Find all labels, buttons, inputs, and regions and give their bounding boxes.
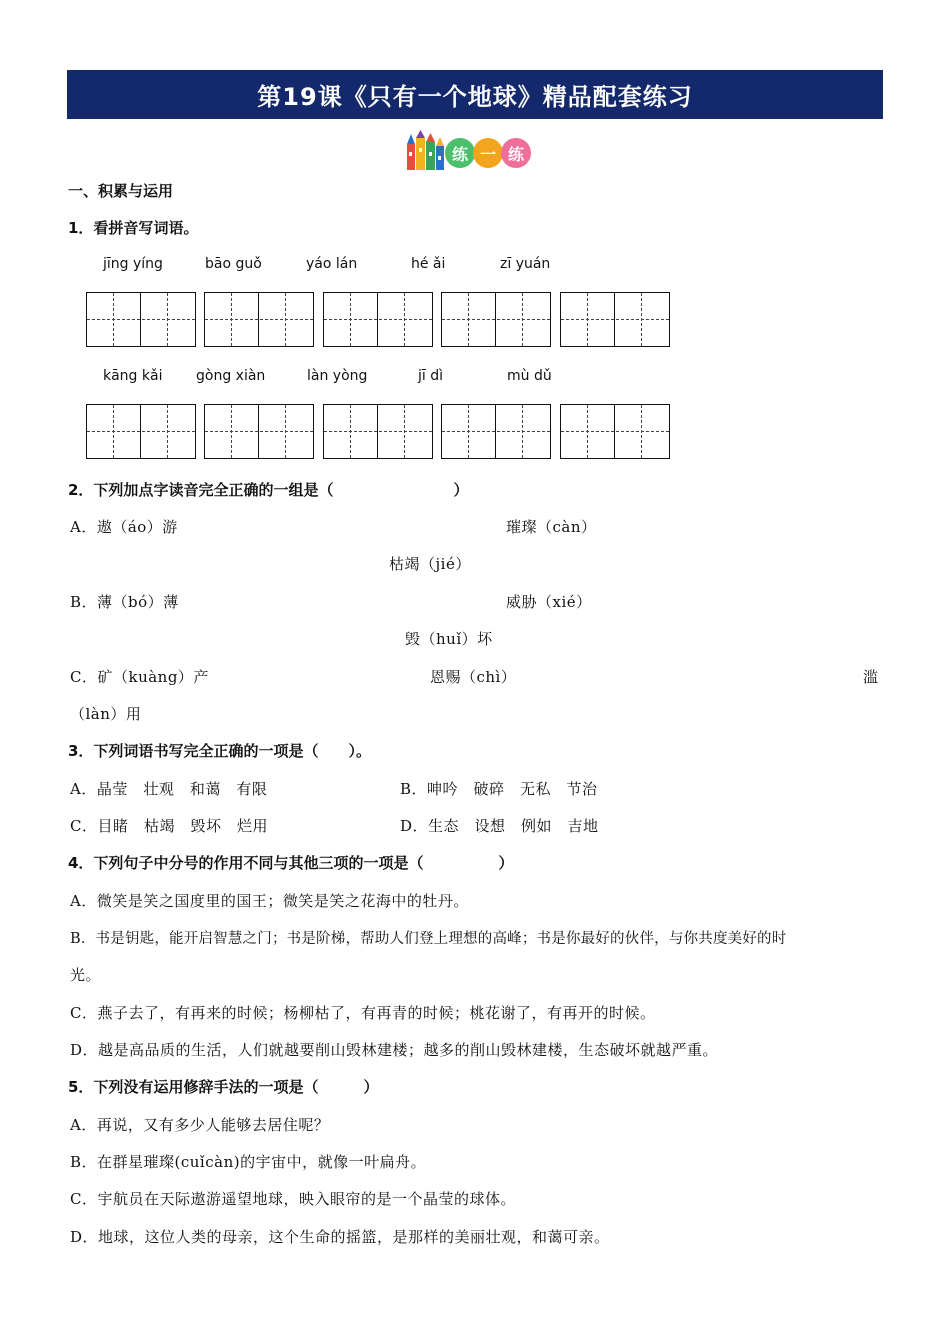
badge-char-2: 一 — [473, 138, 503, 168]
option-d: D．生态 设想 例如 吉地 — [400, 817, 599, 835]
option-c: C．宇航员在天际遨游遥望地球，映入眼帘的是一个晶莹的球体。 — [70, 1190, 516, 1208]
option-a: A．微笑是笑之国度里的国王；微笑是笑之花海中的牡丹。 — [70, 892, 469, 910]
option-a-part: 璀璨（càn） — [506, 518, 597, 536]
pinyin-label: zī yuán — [500, 256, 551, 272]
option-b-cont: 光。 — [70, 966, 102, 984]
pinyin-label: hé ǎi — [411, 256, 446, 272]
question-5-prompt: 5．下列没有运用修辞手法的一项是（ ） — [68, 1078, 379, 1096]
writing-box[interactable] — [86, 292, 196, 347]
writing-box[interactable] — [323, 292, 433, 347]
option-a: A．再说，又有多少人能够去居住呢？ — [70, 1116, 330, 1134]
option-d: D．地球，这位人类的母亲，这个生命的摇篮，是那样的美丽壮观，和蔼可亲。 — [70, 1228, 610, 1246]
section-heading: 一、积累与运用 — [68, 182, 174, 200]
pinyin-label: jī dì — [418, 368, 444, 384]
writing-box[interactable] — [86, 404, 196, 459]
option-c: C．目睹 枯竭 毁坏 烂用 — [70, 817, 268, 835]
question-2-prompt: 2．下列加点字读音完全正确的一组是（ ） — [68, 481, 469, 499]
practice-badge — [405, 128, 535, 172]
pinyin-label: bāo guǒ — [205, 256, 262, 272]
pinyin-label: gòng xiàn — [196, 368, 266, 384]
pinyin-label: mù dǔ — [507, 368, 552, 384]
pinyin-label: kāng kǎi — [103, 368, 163, 384]
option-c: C．矿（kuàng）产 — [70, 668, 209, 686]
option-b: B．呻吟 破碎 无私 节治 — [400, 780, 598, 798]
option-b: B．书是钥匙，能开启智慧之门；书是阶梯，帮助人们登上理想的高峰；书是你最好的伙伴，与你共度美好的时 — [70, 931, 787, 947]
option-b-part: 毁（huǐ）坏 — [405, 630, 493, 648]
option-b: B．薄（bó）薄 — [70, 593, 179, 611]
option-c-part: 恩赐（chì） — [430, 668, 517, 686]
option-a: A．晶莹 壮观 和蔼 有限 — [70, 780, 268, 798]
option-b: B．在群星璀璨(cuǐcàn)的宇宙中，就像一叶扁舟。 — [70, 1153, 427, 1171]
option-c-part: 滥 — [863, 668, 879, 686]
pinyin-label: yáo lán — [306, 256, 358, 272]
page-title: 第19课《只有一个地球》精品配套练习 — [67, 70, 883, 119]
pinyin-label: làn yòng — [307, 368, 368, 384]
writing-box[interactable] — [204, 292, 314, 347]
question-3-prompt: 3．下列词语书写完全正确的一项是（ ）。 — [68, 742, 371, 760]
option-c: C．燕子去了，有再来的时候；杨柳枯了，有再青的时候；桃花谢了，有再开的时候。 — [70, 1004, 656, 1022]
question-1-prompt: 1．看拼音写词语。 — [68, 219, 199, 237]
writing-box[interactable] — [323, 404, 433, 459]
option-a: A．遨（áo）游 — [70, 518, 178, 536]
badge-char-3: 练 — [501, 138, 531, 168]
badge-char-1: 练 — [445, 138, 475, 168]
option-c-part: （làn）用 — [70, 705, 142, 723]
writing-box[interactable] — [204, 404, 314, 459]
writing-box[interactable] — [560, 404, 670, 459]
writing-box[interactable] — [441, 292, 551, 347]
question-4-prompt: 4．下列句子中分号的作用不同与其他三项的一项是（ ） — [68, 854, 514, 872]
writing-box[interactable] — [560, 292, 670, 347]
writing-box[interactable] — [441, 404, 551, 459]
option-d: D．越是高品质的生活，人们就越要削山毁林建楼；越多的削山毁林建楼，生态破坏就越严重。 — [70, 1041, 719, 1059]
pinyin-label: jīng yíng — [103, 256, 163, 272]
option-a-part: 枯竭（jié） — [389, 555, 471, 573]
option-b-part: 威胁（xié） — [506, 593, 592, 611]
